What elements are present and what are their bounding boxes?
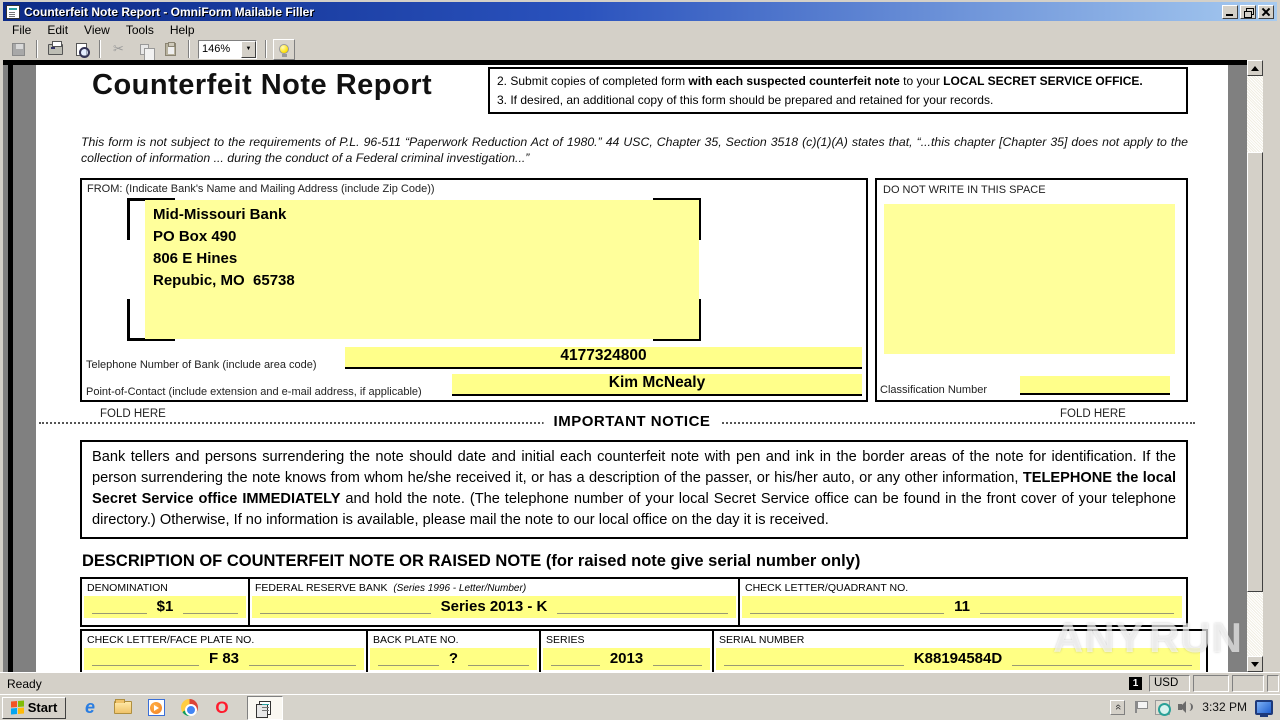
status-panels (1129, 675, 1280, 692)
instruction-line-2: 2. Submit copies of completed form with each suspected counterfeit note to your LOCAL SECRET SERVICE OFFICE. (497, 74, 1143, 88)
vertical-scrollbar[interactable] (1247, 60, 1263, 672)
zoom-value[interactable]: 146% (202, 43, 231, 55)
classification-number-label: Classification Number (880, 384, 987, 396)
status-bar (0, 672, 1280, 694)
paperwork-act-disclaimer: This form is not subject to the requirements of P.L. 96-511 “Paperwork Reduction Act of 1980.” 44 USC, Chapter 35, Section 3518 (c)(1)(A) states that, “...this chapter [Chapter 35] does not apply to the collection of information ... during the conduct of a Federal criminal investigation...” (81, 135, 1188, 165)
chevron-icon: « (1111, 703, 1124, 711)
internet-explorer-launcher[interactable] (80, 698, 100, 718)
description-table-row-1 (80, 577, 1188, 627)
paste-button[interactable] (159, 39, 182, 60)
opera-icon: O (215, 697, 229, 717)
toolbar-separator (265, 40, 267, 58)
denomination-field[interactable]: $1 (84, 596, 246, 618)
chevron-down-icon: ▼ (245, 46, 252, 52)
denomination-cell (82, 579, 250, 625)
currency-panel: USD (1149, 675, 1190, 692)
scroll-down-button[interactable] (1247, 656, 1263, 672)
toolbar-separator (188, 40, 190, 58)
official-use-area (884, 204, 1175, 354)
menu-edit[interactable]: Edit (47, 22, 69, 37)
serial-number-field[interactable]: K88194584D (716, 648, 1200, 670)
contact-label: Point-of-Contact (include extension and e-mail address, if applicable) (86, 386, 422, 398)
menu-help[interactable]: Help (169, 22, 195, 37)
bank-address-field[interactable] (145, 200, 699, 339)
bank-phone-field[interactable]: 4177324800 (345, 347, 862, 369)
save-icon (12, 43, 25, 56)
do-not-write-label: DO NOT WRITE IN THIS SPACE (883, 184, 1046, 196)
federal-reserve-bank-field[interactable]: Series 2013 - K (252, 596, 736, 618)
file-explorer-launcher[interactable] (113, 698, 133, 718)
address-line: Repubic, MO 65738 (153, 272, 295, 289)
fold-here-left-label: FOLD HERE (100, 408, 166, 420)
important-notice-box: Bank tellers and persons surrendering the note should date and initial each counterfeit note with pen and ink in the border areas of the note for identification. If the person surrendering the note knows from whom he/she received it, or has a description of the passer, or his/her auto, or any other information, TELEPHONE the local Secret Service office IMMEDIATELY and hold the note. (The telephone number of your local Secret Service office can be found in the front cover of your telephone directory.) Otherwise, If no information is available, please mail the note to our local office on the day it is received. (80, 440, 1188, 539)
menu-view[interactable]: View (84, 22, 110, 37)
tray-display-icon[interactable] (1255, 700, 1273, 715)
input-language-badge: 1 (1129, 677, 1142, 690)
menu-file[interactable]: File (12, 22, 32, 37)
folder-icon (114, 701, 132, 714)
watermark-text-left: ANY (1053, 614, 1145, 661)
title-bar (3, 2, 1277, 21)
hidden-icons-chevron-button[interactable] (1110, 700, 1125, 715)
tray-flag-icon[interactable] (1133, 700, 1147, 714)
chrome-launcher[interactable] (179, 698, 199, 718)
save-button[interactable] (7, 39, 30, 60)
omniform-task-button[interactable] (247, 696, 283, 720)
media-player-icon (148, 699, 165, 716)
important-notice-title: IMPORTANT NOTICE (544, 413, 721, 430)
media-player-launcher[interactable] (146, 698, 166, 718)
point-of-contact-field[interactable]: Kim McNealy (452, 374, 862, 396)
minimize-button[interactable] (1222, 5, 1238, 19)
denomination-label: DENOMINATION (87, 582, 168, 594)
start-label: Start (27, 700, 58, 715)
window-controls (1222, 5, 1274, 19)
bank-address-field-area (127, 198, 701, 341)
window-title: Counterfeit Note Report - OmniForm Mailable Filler (24, 4, 315, 19)
paste-icon (165, 43, 176, 56)
zoom-combobox[interactable] (198, 40, 257, 59)
watermark-text-right: RUN (1149, 614, 1243, 661)
menu-tools[interactable]: Tools (125, 22, 154, 37)
opera-launcher[interactable] (212, 698, 232, 718)
series-cell (541, 631, 714, 672)
print-button[interactable] (44, 39, 67, 60)
instruction-line-3: 3. If desired, an additional copy of this form should be prepared and retained for your records. (497, 93, 994, 107)
volume-icon[interactable] (1178, 700, 1194, 714)
status-message: Ready (7, 676, 42, 691)
back-plate-label: BACK PLATE NO. (373, 634, 459, 646)
back-plate-field[interactable]: ? (370, 648, 537, 670)
serial-number-cell (714, 631, 1202, 672)
status-panel-empty (1267, 675, 1279, 692)
status-panel-empty (1193, 675, 1229, 692)
print-icon (48, 44, 63, 55)
zoom-dropdown-button[interactable] (241, 41, 256, 58)
cut-icon: ✂ (113, 41, 124, 56)
instructions-box (488, 67, 1188, 114)
address-line: PO Box 490 (153, 228, 237, 245)
scroll-up-button[interactable] (1247, 60, 1263, 76)
page-left-edge (8, 60, 13, 672)
from-section-box (80, 178, 868, 402)
check-letter-quadrant-label: CHECK LETTER/QUADRANT NO. (745, 582, 909, 594)
scrollbar-thumb[interactable] (1247, 152, 1263, 592)
federal-reserve-bank-cell (250, 579, 740, 625)
copy-icon (140, 44, 149, 55)
menu-bar (3, 21, 1277, 38)
toolbar-separator (36, 40, 38, 58)
tray-sync-icon[interactable] (1155, 700, 1170, 715)
internet-explorer-icon: e (84, 697, 95, 717)
address-line: Mid-Missouri Bank (153, 206, 287, 223)
description-heading: DESCRIPTION OF COUNTERFEIT NOTE OR RAISED NOTE (for raised note give serial number only) (82, 552, 861, 570)
quick-launch-bar (80, 698, 232, 718)
app-icon (6, 5, 20, 19)
system-tray (1101, 696, 1280, 718)
omniform-icon (259, 701, 271, 715)
do-not-write-box (875, 178, 1188, 402)
form-page (36, 65, 1228, 672)
from-label: FROM: (Indicate Bank's Name and Mailing Address (include Zip Code)) (87, 183, 435, 195)
form-title: Counterfeit Note Report (92, 69, 433, 101)
document-workspace (3, 60, 1263, 672)
fold-here-right-label: FOLD HERE (1060, 408, 1126, 420)
close-button[interactable] (1258, 5, 1274, 19)
print-preview-icon (76, 43, 87, 56)
check-letter-quadrant-cell (740, 579, 1184, 625)
address-line: 806 E Hines (153, 250, 238, 267)
status-panel-empty (1232, 675, 1264, 692)
face-plate-field[interactable]: F 83 (84, 648, 364, 670)
copy-button[interactable] (133, 39, 156, 60)
print-preview-button[interactable] (70, 39, 93, 60)
arrow-up-icon (1251, 66, 1259, 71)
series-field[interactable]: 2013 (543, 648, 710, 670)
description-table-row-2 (80, 629, 1208, 672)
toolbar (3, 38, 1277, 60)
restore-button[interactable] (1240, 5, 1256, 19)
check-letter-quadrant-field[interactable]: 11 (742, 596, 1182, 618)
phone-label: Telephone Number of Bank (include area code) (86, 359, 317, 371)
cut-button[interactable] (107, 39, 130, 60)
chrome-icon (181, 699, 198, 716)
federal-reserve-bank-label: FEDERAL RESERVE BANK (Series 1996 - Letter/Number) (255, 582, 527, 594)
series-label: SERIES (546, 634, 585, 646)
face-plate-cell (82, 631, 368, 672)
lightbulb-icon (279, 44, 289, 54)
arrow-down-icon (1251, 662, 1259, 667)
back-plate-cell (368, 631, 541, 672)
taskbar-clock: 3:32 PM (1202, 700, 1247, 714)
taskbar (0, 694, 1280, 720)
windows-logo-icon (11, 701, 24, 715)
start-button[interactable] (2, 697, 66, 719)
toolbar-separator (99, 40, 101, 58)
field-highlight-toggle-button[interactable] (273, 39, 295, 60)
classification-number-field[interactable] (1020, 376, 1170, 395)
face-plate-label: CHECK LETTER/FACE PLATE NO. (87, 634, 255, 646)
serial-number-label: SERIAL NUMBER (719, 634, 805, 646)
